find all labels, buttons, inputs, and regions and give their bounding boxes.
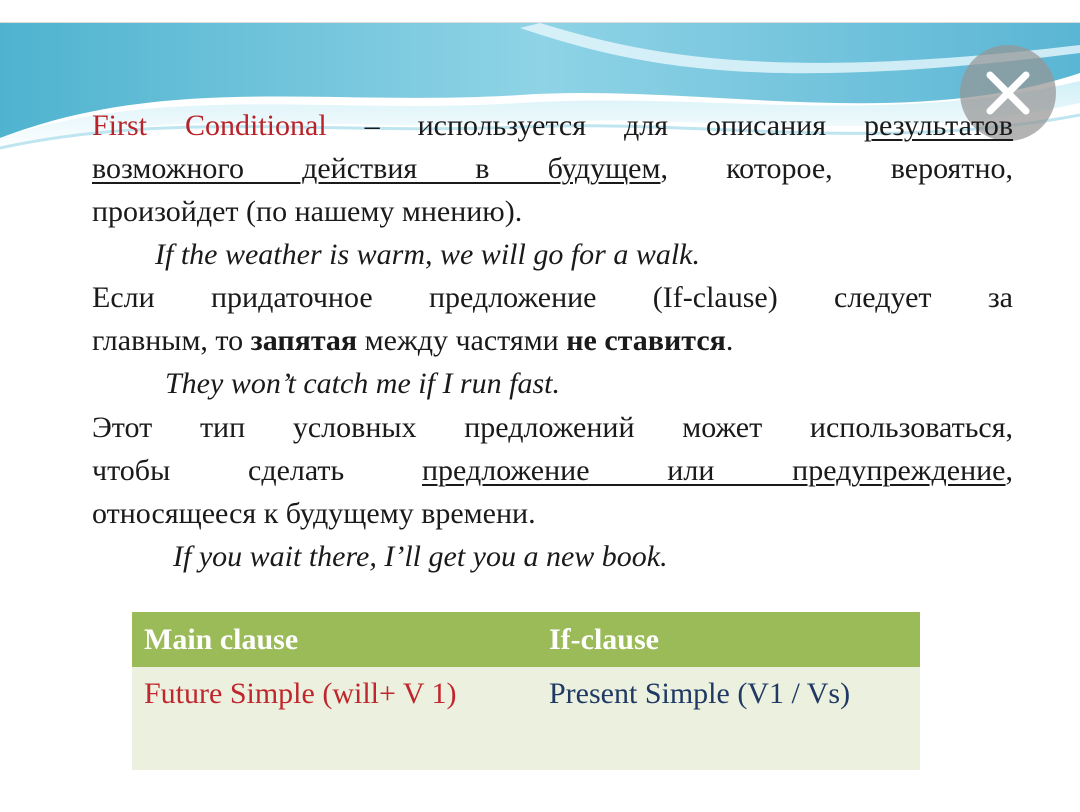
paragraph-usage: Этот тип условных предложений может использоваться, чтобы сделать предложение или предупреждение, относящееся к будущему времени. [92, 411, 1013, 530]
bold-comma: запятая [250, 324, 358, 357]
table-row [132, 667, 920, 770]
header-main-clause: Main clause [132, 612, 537, 667]
term-first-conditional: First Conditional [92, 109, 327, 142]
underlined-results: результатов [864, 109, 1014, 142]
table-header-row [132, 612, 920, 667]
underlined-offer-warning: предложение или предупреждение [421, 454, 1006, 487]
underlined-possible-action: возможного действия в будущем [92, 152, 661, 185]
rule-table [132, 612, 920, 770]
bold-not-placed: не ставится [566, 324, 726, 357]
cell-present-simple: Present Simple (V1 / Vs) [537, 667, 920, 770]
example-sentence-2: They won’t catch me if I run fast. [165, 367, 560, 400]
header-if-clause: If-clause [537, 612, 920, 667]
example-sentence-1: If the weather is warm, we will go for a walk. [155, 238, 700, 271]
slide [0, 22, 1080, 812]
cell-future-simple: Future Simple (will+ V 1) [132, 667, 537, 770]
paragraph-comma-rule: Если придаточное предложение (If-clause) следует за главным, то запятая между частями не ставится. [92, 281, 1013, 357]
paragraph-definition: First Conditional – используется для описания результатов возможного действия в будущем, которое, вероятно, произойдет (по нашему мнению). [92, 109, 1014, 228]
example-sentence-3: If you wait there, I’ll get you a new book. [173, 540, 668, 573]
